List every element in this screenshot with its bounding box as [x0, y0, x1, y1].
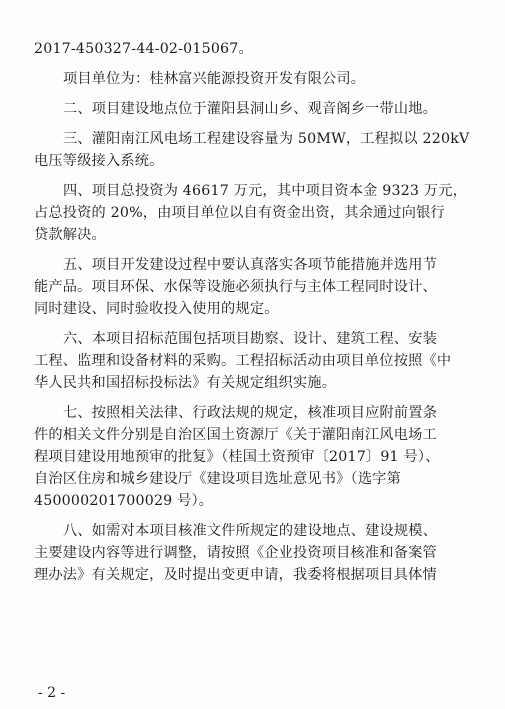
- text-line: 二、项目建设地点位于灌阳县洞山乡、观音阁乡一带山地。: [63, 101, 438, 117]
- text-line: 件的相关文件分别是自治区国土资源厅《关于灌阳南江风电场工: [34, 427, 437, 443]
- text-line: 自治区住房和城乡建设厅《建设项目选址意见书》（选字第: [34, 471, 401, 487]
- text-line: 工程、监理和设备材料的采购。工程招标活动由项目单位按照《中: [34, 353, 452, 369]
- text-line: 450000201700029 号）。: [34, 493, 214, 509]
- page-number: - 2 -: [38, 685, 66, 701]
- text-line: 四、项目总投资为 46617 万元，其中项目资本金 9323 万元，: [63, 183, 468, 199]
- text-line: 电压等级接入系统。: [34, 153, 164, 169]
- text-line: 2017-450327-44-02-015067。: [34, 41, 253, 57]
- text-line: 理办法》有关规定，及时提出变更申请，我委将根据项目具体情: [34, 567, 437, 583]
- text-line: 贷款解决。: [34, 227, 106, 243]
- text-line: 华人民共和国招标投标法》有关规定组织实施。: [34, 375, 337, 391]
- text-line: 程项目建设用地预审的批复》（桂国土资预审〔2017〕91 号）、: [34, 449, 440, 465]
- text-line: 七、按照相关法律、行政法规的规定，核准项目应附前置条: [63, 405, 438, 421]
- text-line: 主要建设内容等进行调整，请按照《企业投资项目核准和备案管: [34, 545, 437, 561]
- text-line: 同时建设、同时验收投入使用的规定。: [34, 301, 279, 317]
- text-line: 三、灌阳南江风电场工程建设容量为 50MW，工程拟以 220kV: [63, 131, 470, 147]
- document-body: [34, 38, 472, 586]
- text-line: 八、如需对本项目核准文件所规定的建设地点、建设规模、: [63, 523, 438, 539]
- text-line: 五、项目开发建设过程中要认真落实各项节能措施并选用节: [63, 257, 438, 273]
- text-line: 六、本项目招标范围包括项目勘察、设计、建筑工程、安装: [63, 331, 438, 347]
- text-line: 能产品。项目环保、水保等设施必须执行与主体工程同时设计、: [34, 279, 437, 295]
- text-line: 项目单位为：桂林富兴能源投资开发有限公司。: [63, 71, 366, 87]
- text-line: 占总投资的 20%，由项目单位以自有资金出资，其余通过向银行: [34, 205, 445, 221]
